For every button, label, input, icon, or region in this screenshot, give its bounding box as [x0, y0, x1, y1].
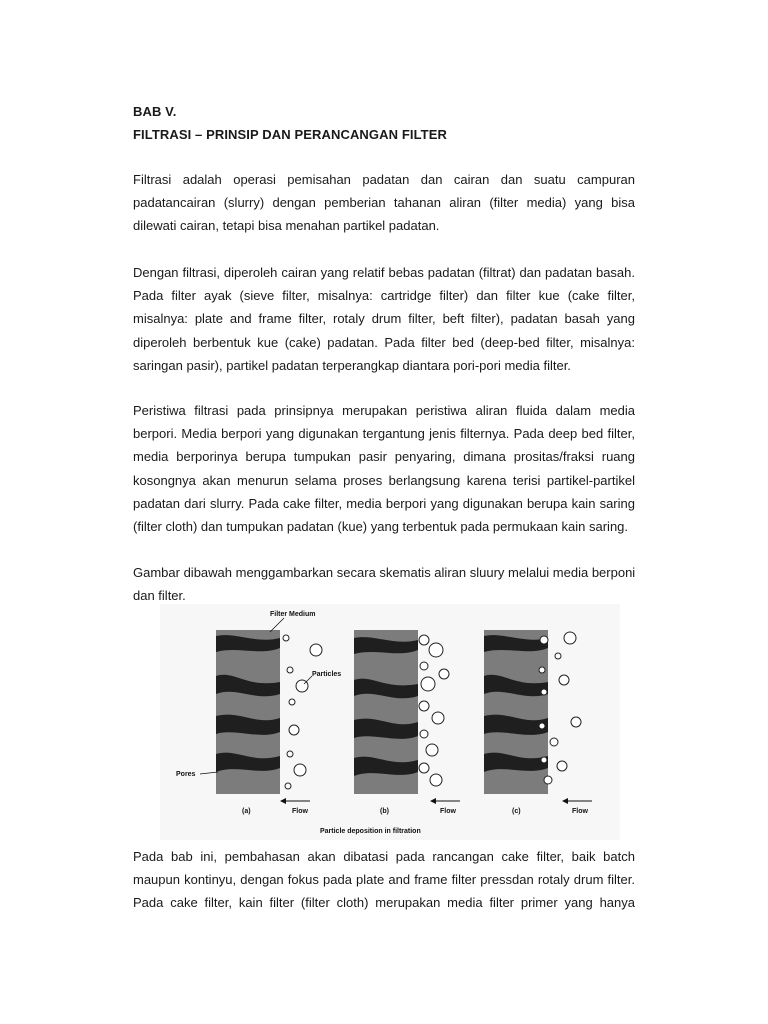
paragraph-line: misalnya: plate and frame filter, rotaly drum filter, beft filter), padatan basah yang — [133, 311, 635, 327]
paragraph-line: (filter cloth) dan tumpukan padatan (kue) yang terbentuk pada permukaan kain saring. — [133, 519, 629, 535]
filtration-figure — [160, 604, 620, 840]
paragraph-line: Peristiwa filtrasi pada prinsipnya merupakan peristiwa aliran fluida dalam media — [133, 403, 635, 418]
particles-label: Particles — [312, 671, 342, 678]
paragraph-line: Pada bab ini, pembahasan akan dibatasi pada rancangan cake filter, baik batch — [133, 849, 635, 864]
paragraph-line: Dengan filtrasi, diperoleh cairan yang relatif bebas padatan (filtrat) dan padatan basah. — [133, 265, 635, 280]
paragraph-5 — [133, 845, 635, 915]
paragraph-line: Gambar dibawah menggambarkan secara skematis aliran sluury melalui media berponi — [133, 565, 636, 580]
panel-label-b: (b) — [380, 808, 389, 815]
flow-label-b: Flow — [440, 808, 456, 815]
paragraph-4 — [133, 561, 635, 607]
paragraph-1 — [133, 168, 635, 238]
chapter-title: FILTRASI – PRINSIP DAN PERANCANGAN FILTER — [133, 127, 447, 142]
panel-label-c: (c) — [512, 808, 521, 815]
paragraph-line: dilewati cairan, tetapi bisa menahan partikel padatan. — [133, 218, 440, 234]
filtration-diagram — [160, 604, 620, 840]
paragraph-line: saringan pasir), partikel padatan terperangkap diantara pori-pori media filter. — [133, 357, 571, 373]
paragraph-line: media berporinya berupa tumpukan pasir penyaring, dimana prositas/fraksi ruang — [133, 449, 635, 465]
chapter-label: BAB V. — [133, 104, 177, 119]
panel-label-a: (a) — [242, 808, 251, 815]
paragraph-line: maupun kontinyu, dengan fokus pada plate and frame filter pressdan rotaly drum filter. — [133, 872, 635, 888]
paragraph-line: Pada cake filter, kain filter (filter cloth) merupakan media filter primer yang hanya — [133, 895, 635, 911]
filter-medium-label: Filter Medium — [270, 611, 316, 618]
paragraph-line: Filtrasi adalah operasi pemisahan padatan dan cairan dan suatu campuran — [133, 172, 635, 187]
paragraph-line: dan filter. — [133, 588, 186, 604]
paragraph-line: padatan dari slurry. Pada cake filter, media berpori yang digunakan berupa kain saring — [133, 495, 635, 511]
flow-label-c: Flow — [572, 808, 588, 815]
flow-label-a: Flow — [292, 808, 308, 815]
paragraph-line: berpori. Media berpori yang digunakan tergantung jenis filternya. Pada deep bed filter, — [133, 426, 635, 442]
pores-label: Pores — [176, 771, 196, 778]
paragraph-2 — [133, 261, 635, 377]
paragraph-3 — [133, 399, 635, 538]
paragraph-line: kosongnya akan menurun selama proses berlangsung karena terisi partikel-partikel — [133, 472, 635, 488]
paragraph-line: padatancairan (slurry) dengan pemberian tahanan aliran (filter media) yang bisa — [133, 195, 635, 211]
paragraph-line: diperoleh berbentuk kue (cake) padatan. Pada filter bed (deep-bed filter, misalnya: — [133, 334, 635, 350]
paragraph-line: Pada filter ayak (sieve filter, misalnya: cartridge filter) dan filter kue (cake filter, — [133, 288, 635, 304]
figure-caption: Particle deposition in filtration — [320, 828, 421, 835]
